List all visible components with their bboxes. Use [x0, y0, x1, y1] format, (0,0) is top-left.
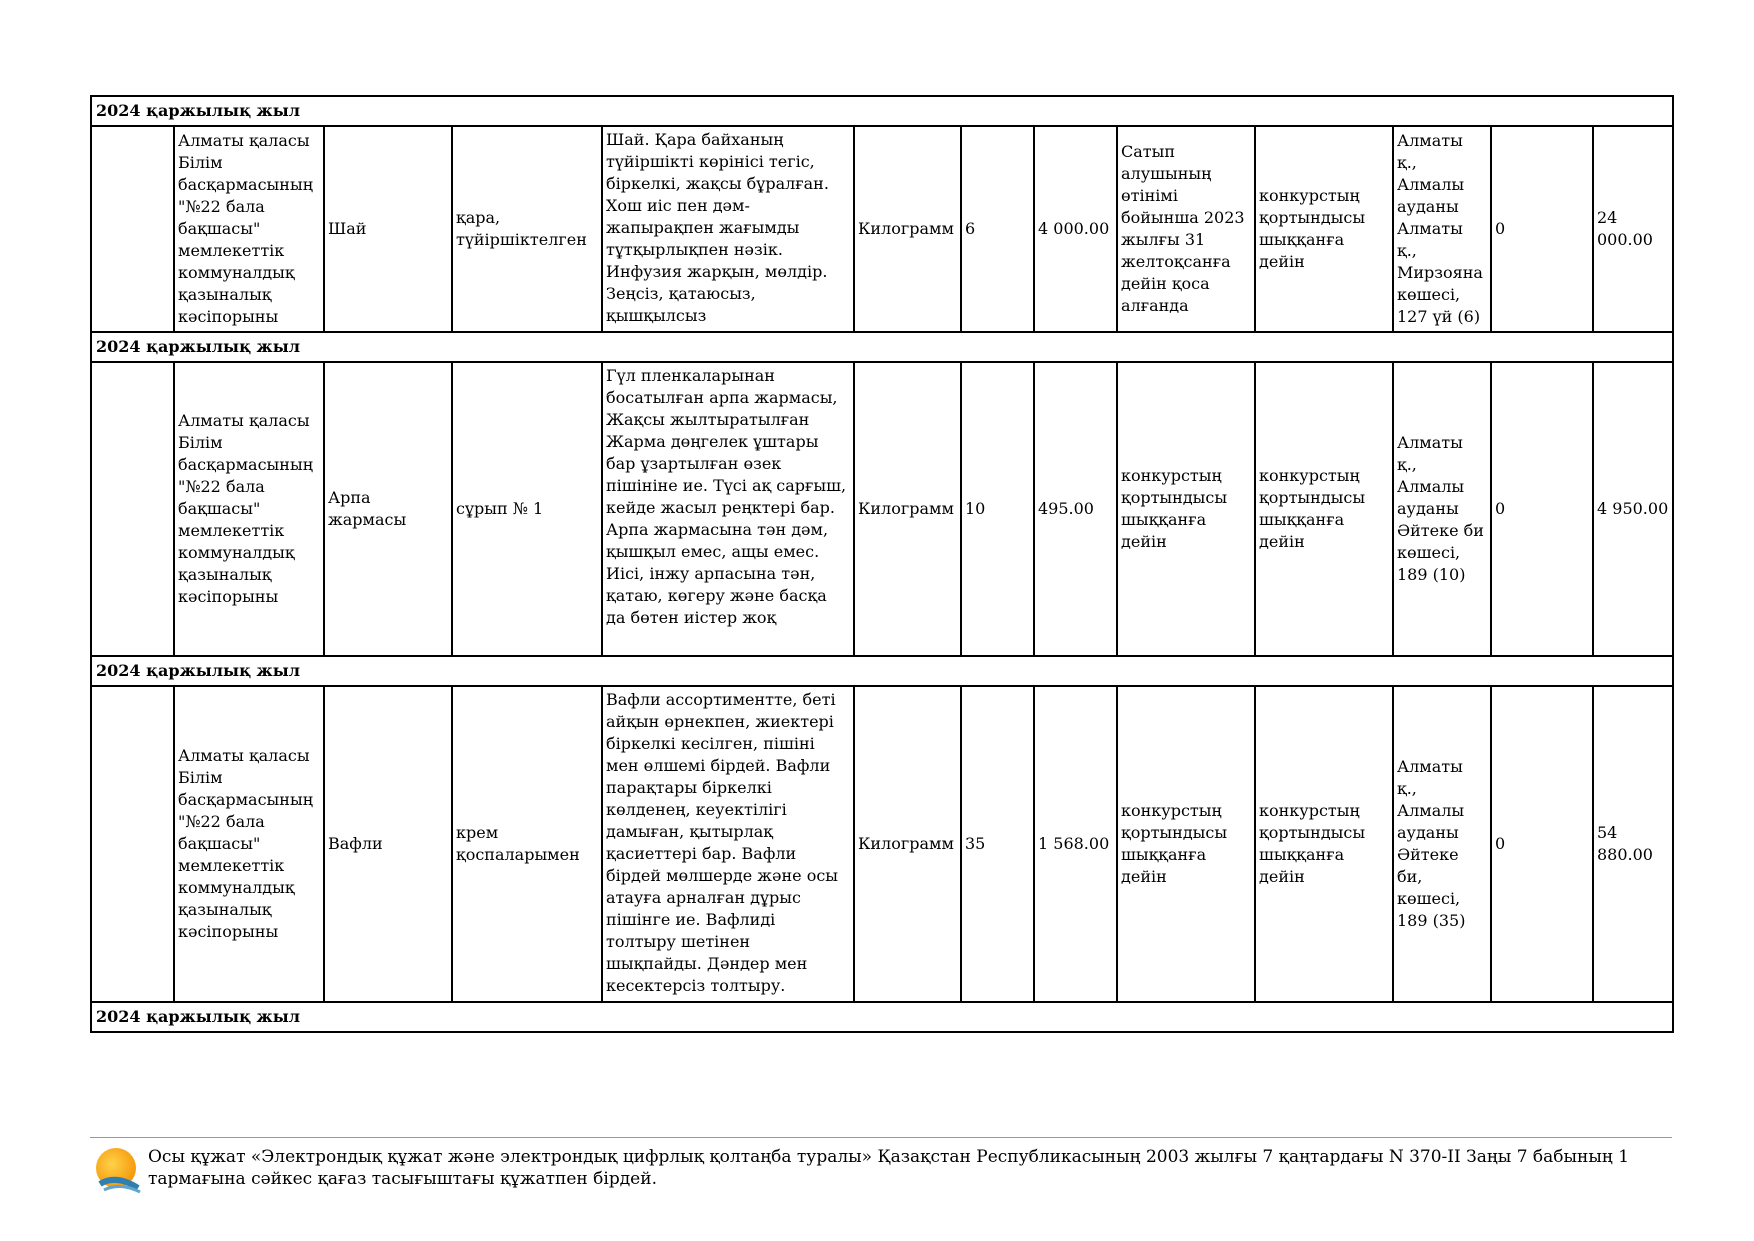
sum-cell: 24 000.00 — [1593, 126, 1673, 332]
fiscal-year-row — [91, 332, 1673, 362]
advance-cell: 0 — [1491, 126, 1593, 332]
advance-cell: 0 — [1491, 686, 1593, 1002]
advance-cell: 0 — [1491, 362, 1593, 656]
delivery-term-2-cell: конкурстың қортындысы шыққанға дейін — [1255, 362, 1393, 656]
description-cell: Шай. Қара байханың түйіршікті көрінісі тегіс, біркелкі, жақсы бұралған. Хош иіс пен дәм-жапырақпен жағымды тұтқырлықпен нәзік. Инфузия жарқын, мөлдір. Зеңсіз, қатаюсыз, қышқылсыз — [602, 126, 854, 332]
row-number — [91, 362, 174, 656]
fiscal-year-label: 2024 қаржылық жыл — [91, 656, 1673, 686]
price-cell: 1 568.00 — [1034, 686, 1117, 1002]
delivery-term-cell: Сатып алушының өтінімі бойынша 2023 жылғы 31 желтоқсанға дейін қоса алғанда — [1117, 126, 1255, 332]
table-row — [91, 362, 1673, 656]
quantity-cell: 6 — [961, 126, 1034, 332]
footer-legal-text: Осы құжат «Электрондық құжат және электрондық цифрлық қолтаңба туралы» Қазақстан Республикасының 2003 жылғы 7 қаңтардағы N 370-II Заңы 7 бабының 1 тармағына сәйкес қағаз тасығыштағы құжатпен бірдей. — [148, 1147, 1630, 1189]
fiscal-year-label: 2024 қаржылық жыл — [91, 96, 1673, 126]
item-name-cell: Вафли — [324, 686, 452, 1002]
procurement-table — [90, 95, 1674, 1033]
fiscal-year-row — [91, 1002, 1673, 1032]
row-number — [91, 686, 174, 1002]
footer — [90, 1137, 1672, 1190]
price-cell: 495.00 — [1034, 362, 1117, 656]
table-row — [91, 126, 1673, 332]
fiscal-year-label: 2024 қаржылық жыл — [91, 1002, 1673, 1032]
item-name-cell: Шай — [324, 126, 452, 332]
price-cell: 4 000.00 — [1034, 126, 1117, 332]
unit-cell: Килограмм — [854, 686, 961, 1002]
delivery-place-cell: Алматы қ., Алмалы ауданы Алматы қ., Мирзояна көшесі, 127 үй (6) — [1393, 126, 1491, 332]
sum-cell: 54 880.00 — [1593, 686, 1673, 1002]
sum-cell: 4 950.00 — [1593, 362, 1673, 656]
customer-cell: Алматы қаласы Білім басқармасының "№22 бала бақшасы" мемлекеттік коммуналдық қазыналық кәсіпорыны — [174, 686, 324, 1002]
characteristic-cell: сұрып № 1 — [452, 362, 602, 656]
row-number — [91, 126, 174, 332]
egov-logo-icon — [94, 1144, 142, 1194]
delivery-term-2-cell: конкурстың қортындысы шыққанға дейін — [1255, 126, 1393, 332]
delivery-term-cell: конкурстың қортындысы шыққанға дейін — [1117, 362, 1255, 656]
delivery-term-2-cell: конкурстың қортындысы шыққанға дейін — [1255, 686, 1393, 1002]
description-cell: Вафли ассортиментте, беті айқын өрнекпен, жиектері біркелкі кесілген, пішіні мен өлшемі бірдей. Вафли парақтары біркелкі көлденең, кеуектілігі дамыған, қытырлақ қасиеттері бар. Вафли бірдей мөлшерде және осы атауға арналған дұрыс пішінге ие. Вафлиді толтыру шетінен шықпайды. Дәндер мен кесектерсіз толтыру. — [602, 686, 854, 1002]
characteristic-cell: крем қоспаларымен — [452, 686, 602, 1002]
customer-cell: Алматы қаласы Білім басқармасының "№22 бала бақшасы" мемлекеттік коммуналдық қазыналық кәсіпорыны — [174, 126, 324, 332]
table-row — [91, 686, 1673, 1002]
description-cell: Гүл пленкаларынан босатылған арпа жармасы, Жақсы жылтыратылған Жарма дөңгелек ұштары бар ұзартылған өзек пішініне ие. Түсі ақ сарғыш, кейде жасыл реңктері бар. Арпа жармасына тән дәм, қышқыл емес, ащы емес. Иісі, інжу арпасына тән, қатаю, көгеру және басқа да бөтен иістер жоқ — [602, 362, 854, 656]
fiscal-year-row — [91, 96, 1673, 126]
fiscal-year-label: 2024 қаржылық жыл — [91, 332, 1673, 362]
delivery-term-cell: конкурстың қортындысы шыққанға дейін — [1117, 686, 1255, 1002]
item-name-cell: Арпа жармасы — [324, 362, 452, 656]
characteristic-cell: қара, түйіршіктелген — [452, 126, 602, 332]
unit-cell: Килограмм — [854, 362, 961, 656]
fiscal-year-row — [91, 656, 1673, 686]
unit-cell: Килограмм — [854, 126, 961, 332]
quantity-cell: 35 — [961, 686, 1034, 1002]
delivery-place-cell: Алматы қ., Алмалы ауданы Әйтеке би, көшесі, 189 (35) — [1393, 686, 1491, 1002]
customer-cell: Алматы қаласы Білім басқармасының "№22 бала бақшасы" мемлекеттік коммуналдық қазыналық кәсіпорыны — [174, 362, 324, 656]
delivery-place-cell: Алматы қ., Алмалы ауданы Әйтеке би көшесі, 189 (10) — [1393, 362, 1491, 656]
quantity-cell: 10 — [961, 362, 1034, 656]
